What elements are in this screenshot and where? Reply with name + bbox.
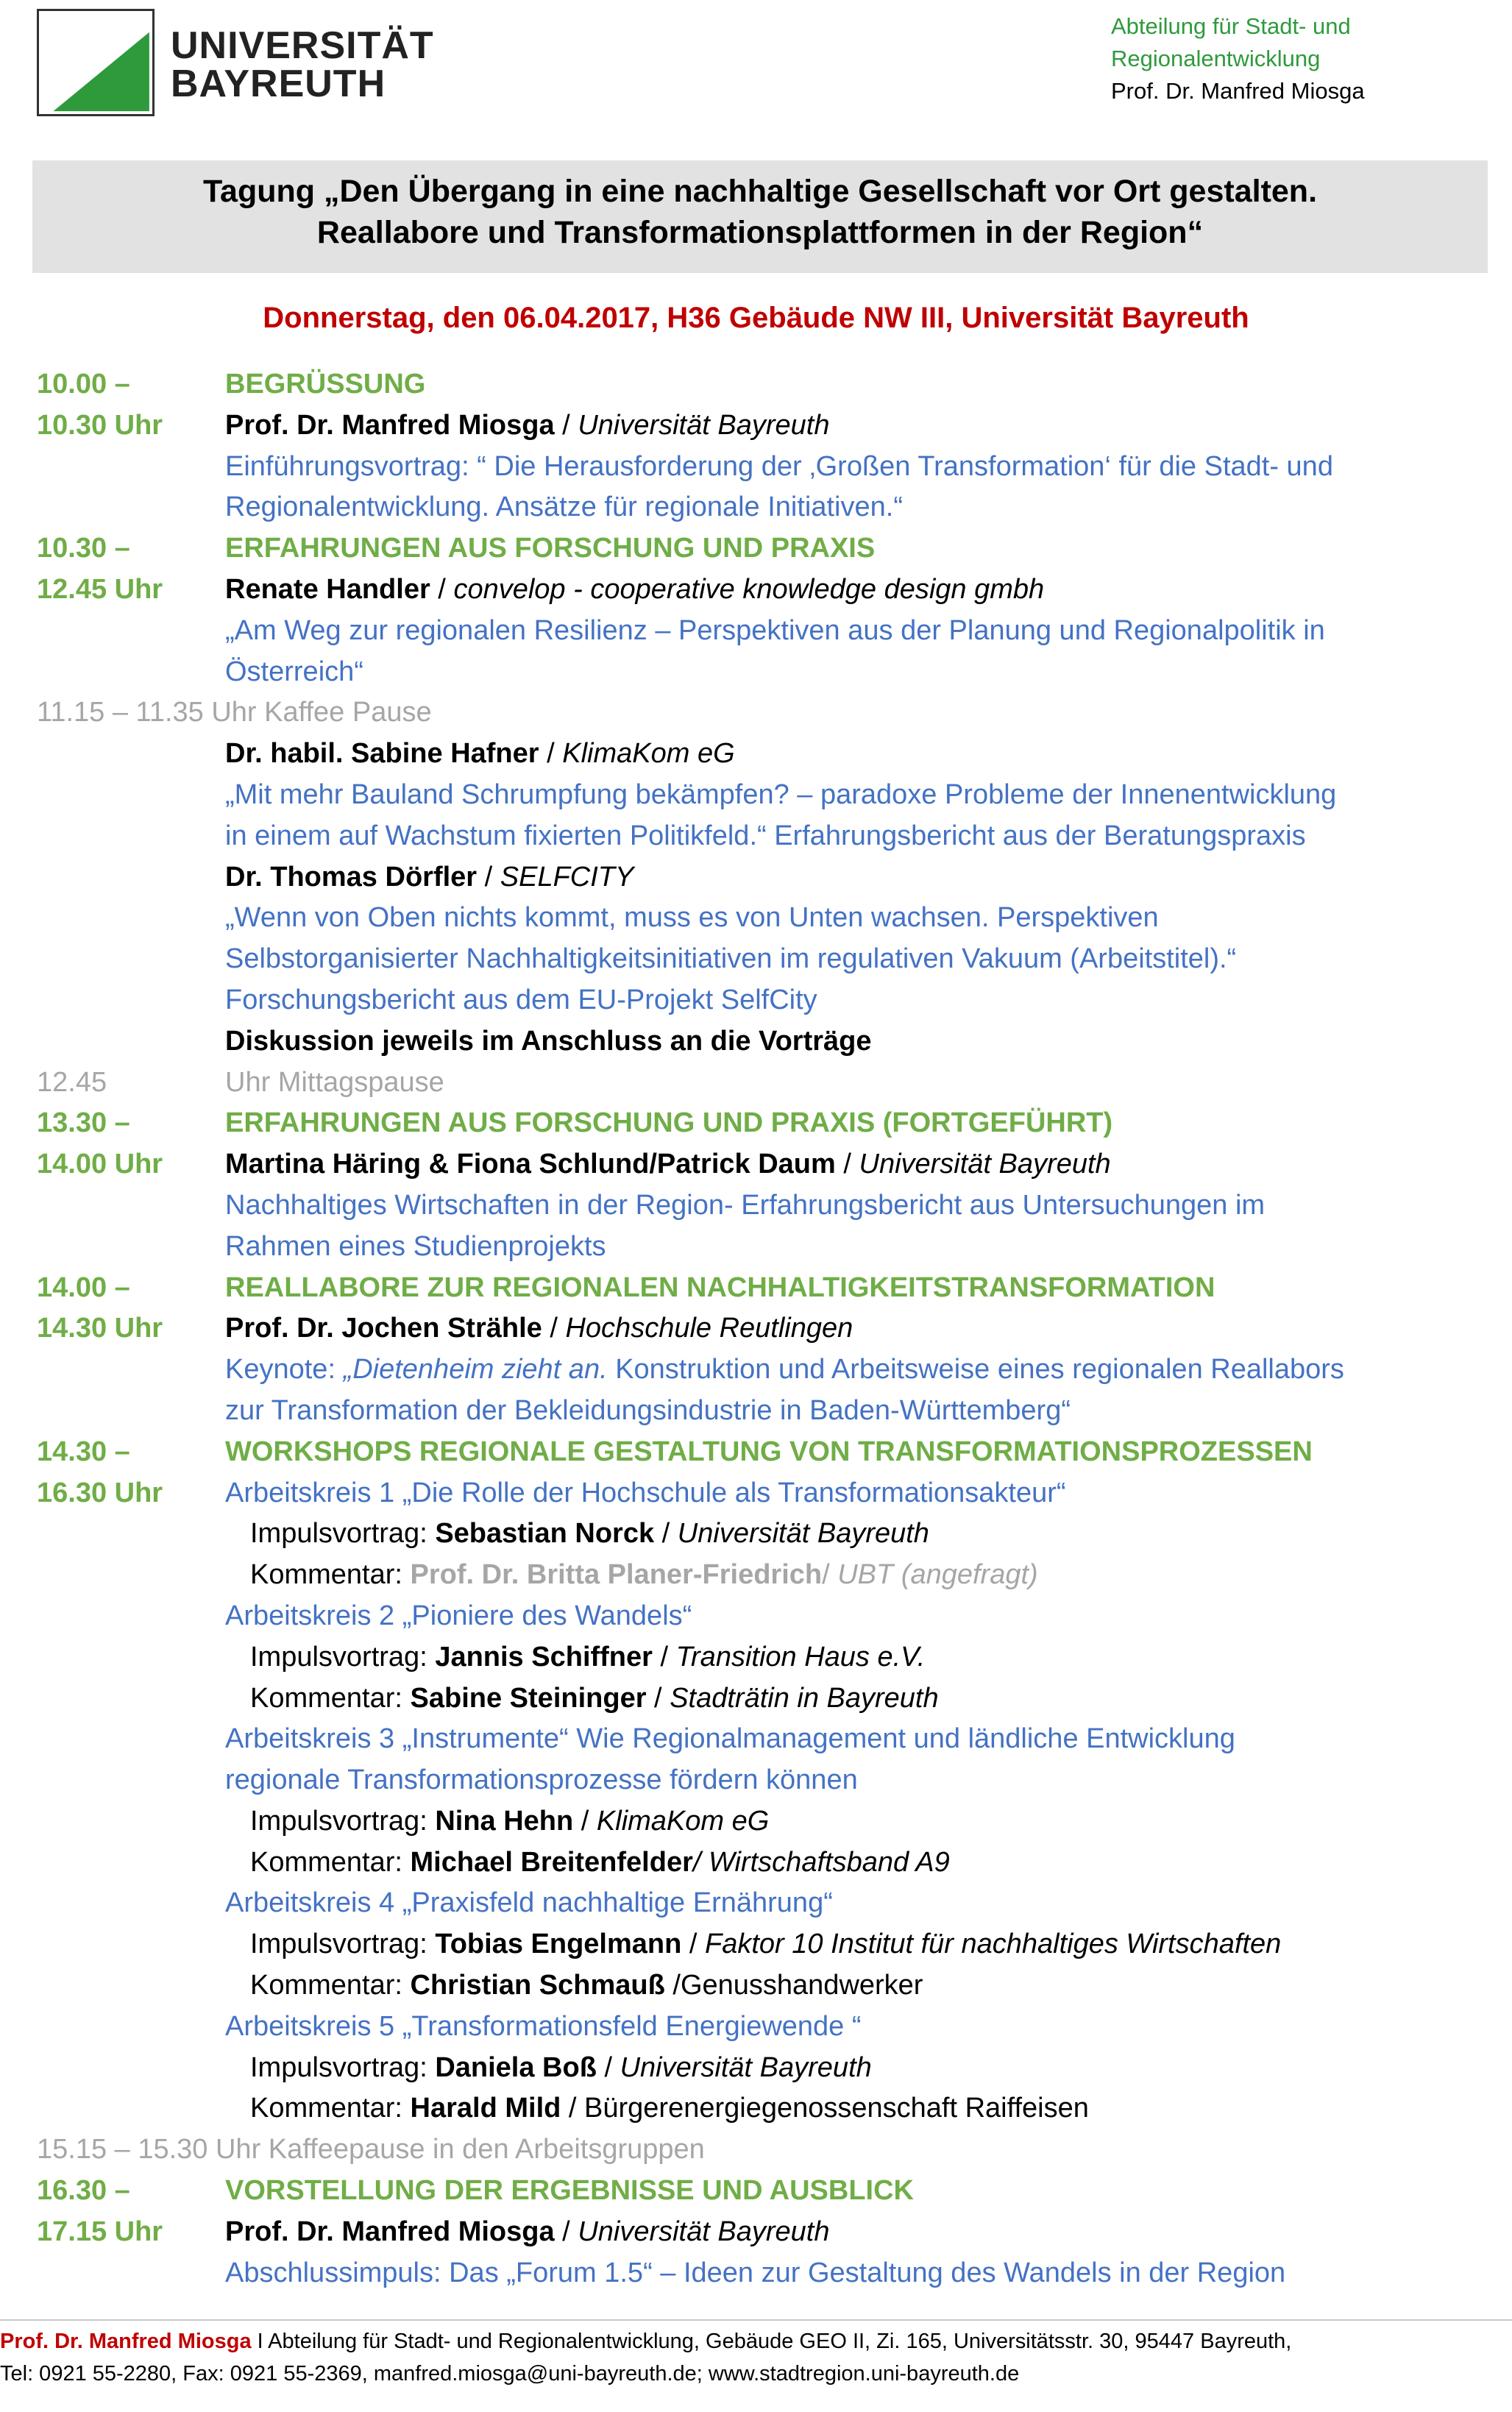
speaker-affiliation: Universität Bayreuth [677, 1518, 929, 1550]
program-row [37, 1514, 1494, 1555]
footer-name: Prof. Dr. Manfred Miosga [0, 2330, 252, 2353]
time-start: 13.30 – [37, 1107, 130, 1139]
time-start: 14.30 – [37, 1436, 130, 1467]
footer-address: I Abteilung für Stadt- und Regionalentwicklung, Gebäude GEO II, Zi. 165, Universitätsstr. 30, 95447 Bayreuth, [251, 2330, 1292, 2353]
talk-title: Einführungsvortrag: “ Die Herausforderung der ‚Großen Transformation‘ für die Stadt- und [225, 450, 1333, 482]
program-row [37, 1391, 1494, 1432]
program-row [37, 1883, 1494, 1924]
time-end: 16.30 Uhr [37, 1477, 163, 1508]
speaker-affiliation: Universität Bayreuth [578, 2216, 830, 2247]
time-end: 14.00 Uhr [37, 1149, 163, 1180]
workshop-title: Arbeitskreis 5 „Transformationsfeld Energiewende “ [225, 2010, 862, 2042]
discussion-note [225, 1021, 1494, 1063]
impulse-line: Impulsvortrag: Nina Hehn / KlimaKom eG [250, 1805, 770, 1837]
time-start: 14.00 – [37, 1271, 130, 1303]
speaker-name: Prof. Dr. Manfred Miosga [225, 409, 555, 441]
speaker-affiliation: Stadträtin in Bayreuth [670, 1682, 939, 1714]
impulse-label: Impulsvortrag: [250, 1641, 436, 1673]
program-row [37, 2048, 1494, 2089]
comment-label: Kommentar: [250, 1682, 411, 1714]
comment-label: Kommentar: [250, 1846, 411, 1878]
footer-contact: Tel: 0921 55-2280, Fax: 0921 55-2369, manfred.miosga@uni-bayreuth.de; www.stadtregion.uni-bayreuth.de [0, 2362, 1020, 2386]
speaker-name: Martina Häring & Fiona Schlund/Patrick Daum [225, 1149, 836, 1180]
program-row [37, 1473, 1494, 1514]
program-row [37, 2088, 1494, 2129]
speaker-affiliation: convelop - cooperative knowledge design gmbh [453, 573, 1045, 605]
program-row [37, 487, 1494, 528]
speaker-name: Tobias Engelmann [435, 1929, 682, 1960]
speaker-name: Prof. Dr. Britta Planer-Friedrich [410, 1559, 823, 1591]
program-row [37, 652, 1494, 693]
program-row [37, 1924, 1494, 1965]
dept-professor: Prof. Dr. Manfred Miosga [1111, 78, 1365, 104]
session-heading: WORKSHOPS REGIONALE GESTALTUNG VON TRANSFORMATIONSPROZESSEN [225, 1436, 1313, 1467]
speaker-name: Nina Hehn [435, 1805, 574, 1837]
speaker-name: Christian Schmauß [410, 1970, 665, 2001]
session-heading: REALLABORE ZUR REGIONALEN NACHHALTIGKEITSTRANSFORMATION [225, 1271, 1215, 1303]
impulse-line: Impulsvortrag: Tobias Engelmann / Faktor 10 Institut für nachhaltiges Wirtschaften [250, 1929, 1282, 1960]
university-name [171, 26, 434, 103]
comment-line [225, 1842, 1494, 1884]
talk-title: Abschlussimpuls: Das „Forum 1.5“ – Ideen zur Gestaltung des Wandels in der Region [225, 2257, 1286, 2288]
speaker-affiliation: Faktor 10 Institut für nachhaltiges Wirtschaften [705, 1929, 1282, 1960]
program-row [37, 734, 1494, 775]
speaker-affiliation: Hochschule Reutlingen [565, 1313, 853, 1344]
speaker-line: Renate Handler / convelop - cooperative knowledge design gmbh [225, 573, 1045, 605]
program-row [37, 570, 1494, 611]
uni-name-line1: UNIVERSITÄT [171, 24, 434, 67]
speaker-name: Renate Handler [225, 573, 430, 605]
workshop-title: Arbeitskreis 3 „Instrumente“ Wie Regionalmanagement und ländliche Entwicklung [225, 1723, 1235, 1755]
comment-line [225, 1965, 1494, 2007]
comment-label: Kommentar: [250, 1559, 411, 1591]
speaker-name: Harald Mild [410, 2093, 561, 2124]
speaker-affiliation: /Genusshandwerker [664, 1970, 923, 2001]
program-schedule [37, 364, 1494, 2294]
discussion-text: Diskussion jeweils im Anschluss an die Vorträge [225, 1025, 872, 1057]
program-row [37, 980, 1494, 1021]
program-row [37, 1596, 1494, 1637]
time-end: 12.45 Uhr [37, 573, 163, 605]
speaker-line: Martina Häring & Fiona Schlund/Patrick Daum / Universität Bayreuth [225, 1149, 1111, 1180]
dept-line2: Regionalentwicklung [1111, 46, 1321, 71]
talk-title: „Wenn von Oben nichts kommt, muss es von Unten wachsen. Perspektiven [225, 902, 1159, 934]
impulse-line: Impulsvortrag: Jannis Schiffner / Transition Haus e.V. [250, 1641, 926, 1673]
speaker-affiliation: KlimaKom eG [562, 738, 735, 770]
session-heading: VORSTELLUNG DER ERGEBNISSE UND AUSBLICK [225, 2175, 914, 2207]
talk-title: Selbstorganisierter Nachhaltigkeitsinitiativen im regulativen Vakuum (Arbeitstitel).“ [225, 943, 1237, 975]
talk-title: Regionalentwicklung. Ansätze für regionale Initiativen.“ [225, 492, 903, 523]
talk-title: Österreich“ [225, 656, 363, 687]
talk-title [225, 1349, 1494, 1391]
impulse-label: Impulsvortrag: [250, 1518, 436, 1550]
speaker-line: Prof. Dr. Jochen Strähle / Hochschule Reutlingen [225, 1313, 853, 1344]
speaker-line: Dr. Thomas Dörfler / SELFCITY [225, 861, 634, 893]
talk-title: „Am Weg zur regionalen Resilienz – Perspektiven aus der Planung und Regionalpolitik in [225, 614, 1325, 646]
program-row [37, 405, 1494, 447]
program-row [37, 528, 1494, 570]
lunch-break: Uhr Mittagspause [225, 1066, 444, 1098]
speaker-affiliation: / Bürgerenergiegenossenschaft Raiffeisen [561, 2093, 1089, 2124]
program-row [37, 1103, 1494, 1144]
program-row [37, 1021, 1494, 1063]
program-row [37, 1801, 1494, 1842]
program-row [37, 1227, 1494, 1268]
program-row [37, 898, 1494, 939]
talk-title: „Mit mehr Bauland Schrumpfung bekämpfen? – paradoxe Probleme der Innenentwicklung [225, 778, 1337, 810]
program-row [37, 816, 1494, 857]
program-row [37, 1555, 1494, 1596]
program-row [37, 364, 1494, 405]
workshop-title: Arbeitskreis 1 „Die Rolle der Hochschule als Transformationsakteur“ [225, 1477, 1066, 1508]
program-row [37, 1719, 1494, 1760]
speaker-name: Dr. habil. Sabine Hafner [225, 738, 539, 770]
speaker-name: Jannis Schiffner [435, 1641, 653, 1673]
program-row [37, 692, 1494, 734]
comment-line: Kommentar: Sabine Steininger / Stadträtin in Bayreuth [250, 1682, 939, 1714]
comment-label: Kommentar: [250, 2093, 411, 2124]
workshop-title: Arbeitskreis 4 „Praxisfeld nachhaltige Ernährung“ [225, 1887, 833, 1919]
keynote-rest: Konstruktion und Arbeitsweise eines regionalen Reallabors [607, 1354, 1344, 1386]
program-row [37, 775, 1494, 816]
program-row [37, 1308, 1494, 1349]
coffee-break: 15.15 – 15.30 Uhr Kaffeepause in den Arbeitsgruppen [37, 2134, 705, 2166]
lunch-time: 12.45 [37, 1066, 107, 1098]
dept-line1: Abteilung für Stadt- und [1111, 13, 1351, 39]
speaker-name: Prof. Dr. Jochen Strähle [225, 1313, 542, 1344]
page-footer [0, 2325, 1512, 2390]
comment-line [225, 2088, 1494, 2129]
impulse-line: Impulsvortrag: Daniela Boß / Universität Bayreuth [250, 2051, 872, 2083]
program-row [37, 1432, 1494, 1473]
speaker-affiliation: Universität Bayreuth [578, 409, 830, 441]
program-row [37, 1144, 1494, 1185]
speaker-name: Sebastian Norck [435, 1518, 655, 1550]
speaker-affiliation: UBT (angefragt) [837, 1559, 1038, 1591]
conference-title [32, 160, 1488, 273]
talk-title: zur Transformation der Bekleidungsindustrie in Baden-Württemberg“ [225, 1394, 1071, 1426]
coffee-break: 11.15 – 11.35 Uhr Kaffee Pause [37, 697, 432, 728]
speaker-affiliation: SELFCITY [500, 861, 634, 893]
title-line1: Tagung „Den Übergang in eine nachhaltige Gesellschaft vor Ort gestalten. [202, 174, 1318, 209]
program-row [37, 857, 1494, 898]
workshop-title: Arbeitskreis 2 „Pioniere des Wandels“ [225, 1600, 692, 1631]
keynote-title: „Dietenheim zieht an. [343, 1354, 608, 1386]
logo-mark-icon [39, 11, 152, 114]
program-row [37, 1185, 1494, 1227]
time-start: 10.00 – [37, 369, 130, 400]
speaker-name: Sabine Steininger [410, 1682, 647, 1714]
program-row [37, 939, 1494, 980]
session-heading: BEGRÜSSUNG [225, 369, 426, 400]
program-row [37, 2212, 1494, 2253]
speaker-affiliation: Universität Bayreuth [859, 1149, 1111, 1180]
time-end: 17.15 Uhr [37, 2216, 163, 2247]
speaker-affiliation: Wirtschaftsband A9 [709, 1846, 950, 1878]
title-line2: Reallabore und Transformationsplattformen in der Region“ [316, 215, 1204, 250]
program-row [37, 1063, 1494, 1104]
program-row [37, 1760, 1494, 1801]
program-row [37, 1268, 1494, 1309]
program-row [37, 2007, 1494, 2048]
time-end: 14.30 Uhr [37, 1313, 163, 1344]
talk-title: in einem auf Wachstum fixierten Politikfeld.“ Erfahrungsbericht aus der Beratungspraxis [225, 820, 1306, 851]
program-row [37, 2171, 1494, 2212]
uni-name-line2: BAYREUTH [171, 63, 386, 105]
impulse-label: Impulsvortrag: [250, 1929, 436, 1960]
program-row [37, 1678, 1494, 1720]
program-row [37, 2129, 1494, 2171]
separator: / [554, 409, 578, 441]
speaker-line [225, 405, 1494, 447]
speaker-line: Dr. habil. Sabine Hafner / KlimaKom eG [225, 738, 735, 770]
program-row [37, 1842, 1494, 1884]
footer-divider [0, 2319, 1512, 2321]
department-block [1111, 10, 1365, 107]
comment-line [225, 1555, 1494, 1596]
program-row [37, 2253, 1494, 2294]
talk-title: Rahmen eines Studienprojekts [225, 1230, 606, 1262]
program-row [37, 1965, 1494, 2007]
university-logo [37, 9, 155, 116]
speaker-name: Daniela Boß [435, 2051, 597, 2083]
separator: / [692, 1846, 709, 1878]
impulse-label: Impulsvortrag: [250, 1805, 436, 1837]
impulse-label: Impulsvortrag: [250, 2051, 436, 2083]
keynote-label: Keynote: [225, 1354, 344, 1386]
speaker-name: Prof. Dr. Manfred Miosga [225, 2216, 555, 2247]
footer-line1 [0, 2325, 1512, 2358]
time-end: 10.30 Uhr [37, 409, 163, 441]
talk-title: Nachhaltiges Wirtschaften in der Region- Erfahrungsbericht aus Untersuchungen im [225, 1189, 1266, 1221]
program-row [37, 1349, 1494, 1391]
speaker-name: Dr. Thomas Dörfler [225, 861, 478, 893]
time-start: 16.30 – [37, 2175, 130, 2207]
program-row [37, 447, 1494, 488]
session-heading: ERFAHRUNGEN AUS FORSCHUNG UND PRAXIS (FORTGEFÜHRT) [225, 1107, 1113, 1139]
event-date-location: Donnerstag, den 06.04.2017, H36 Gebäude NW III, Universität Bayreuth [263, 302, 1249, 334]
separator: / [822, 1559, 838, 1591]
workshop-title: regionale Transformationsprozesse fördern können [225, 1764, 858, 1796]
speaker-name: Michael Breitenfelder [410, 1846, 693, 1878]
talk-title: Forschungsbericht aus dem EU-Projekt SelfCity [225, 984, 817, 1015]
program-row [37, 611, 1494, 652]
speaker-affiliation: Transition Haus e.V. [675, 1641, 926, 1673]
program-row [37, 1637, 1494, 1678]
speaker-affiliation: Universität Bayreuth [620, 2051, 872, 2083]
session-heading: ERFAHRUNGEN AUS FORSCHUNG UND PRAXIS [225, 533, 876, 564]
speaker-line: Prof. Dr. Manfred Miosga / Universität Bayreuth [225, 2216, 830, 2247]
speaker-affiliation: KlimaKom eG [596, 1805, 770, 1837]
time-start: 10.30 – [37, 533, 130, 564]
impulse-line: Impulsvortrag: Sebastian Norck / Universität Bayreuth [250, 1518, 929, 1550]
comment-label: Kommentar: [250, 1970, 411, 2001]
